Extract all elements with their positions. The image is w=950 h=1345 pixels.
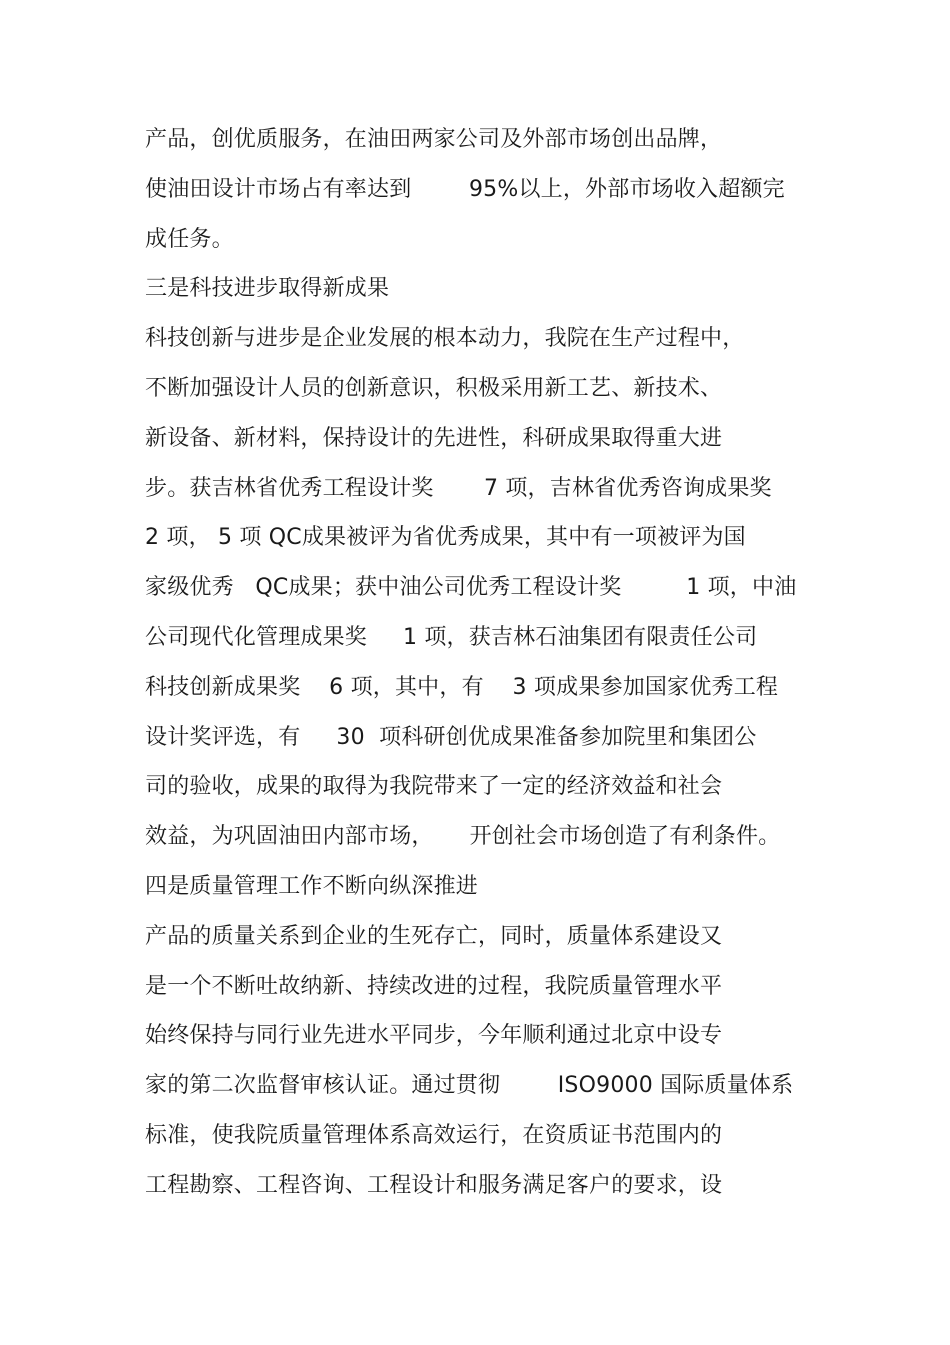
text-line: 新设备、新材料，保持设计的先进性，科研成果取得重大进 bbox=[145, 426, 723, 451]
text-line: 工程勘察、工程咨询、工程设计和服务满足客户的要求，设 bbox=[145, 1173, 723, 1198]
text-line: 效益，为巩固油田内部市场， 开创社会市场创造了有利条件。 bbox=[145, 824, 781, 849]
text-line: 产品的质量关系到企业的生死存亡，同时，质量体系建设又 bbox=[145, 924, 723, 949]
text-line: 家级优秀 QC成果；获中油公司优秀工程设计奖 1 项，中油 bbox=[145, 575, 797, 600]
text-line: 标准，使我院质量管理体系高效运行，在资质证书范围内的 bbox=[145, 1123, 723, 1148]
text-line: 成任务。 bbox=[145, 227, 234, 252]
text-line: 科技创新与进步是企业发展的根本动力，我院在生产过程中， bbox=[145, 326, 745, 351]
text-line: 始终保持与同行业先进水平同步，今年顺利通过北京中设专 bbox=[145, 1023, 723, 1048]
text-line: 家的第二次监督审核认证。通过贯彻 ISO9000 国际质量体系 bbox=[145, 1073, 794, 1098]
text-line: 不断加强设计人员的创新意识，积极采用新工艺、新技术、 bbox=[145, 376, 723, 401]
text-line: 司的验收，成果的取得为我院带来了一定的经济效益和社会 bbox=[145, 774, 723, 799]
text-line: 公司现代化管理成果奖 1 项，获吉林石油集团有限责任公司 bbox=[145, 625, 758, 650]
text-line: 是一个不断吐故纳新、持续改进的过程，我院质量管理水平 bbox=[145, 974, 723, 999]
text-line: 使油田设计市场占有率达到 95%以上，外部市场收入超额完 bbox=[145, 177, 785, 202]
text-line: 步。获吉林省优秀工程设计奖 7 项，吉林省优秀咨询成果奖 bbox=[145, 476, 772, 501]
text-line: 设计奖评选，有 30 项科研创优成果准备参加院里和集团公 bbox=[145, 725, 757, 750]
text-line: 产品，创优质服务，在油田两家公司及外部市场创出品牌， bbox=[145, 127, 723, 152]
text-line: 科技创新成果奖 6 项，其中，有 3 项成果参加国家优秀工程 bbox=[145, 675, 779, 700]
section-heading: 四是质量管理工作不断向纵深推进 bbox=[145, 874, 479, 899]
section-heading: 三是科技进步取得新成果 bbox=[145, 276, 390, 301]
text-line: 2 项， 5 项 QC成果被评为省优秀成果，其中有一项被评为国 bbox=[145, 525, 746, 550]
